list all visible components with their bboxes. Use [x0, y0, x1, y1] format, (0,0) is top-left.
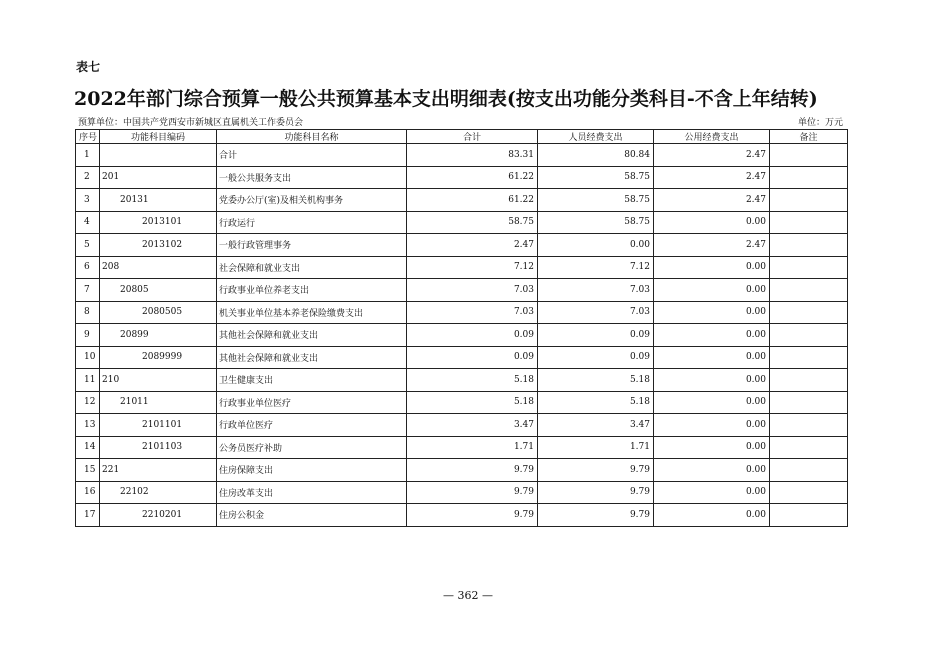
cell-public: 0.00	[654, 256, 770, 279]
cell-code: 208	[100, 256, 217, 279]
cell-personnel: 9.79	[538, 459, 654, 482]
cell-personnel: 5.18	[538, 391, 654, 414]
cell-personnel: 80.84	[538, 144, 654, 167]
cell-total: 61.22	[407, 166, 538, 189]
cell-total: 9.79	[407, 459, 538, 482]
cell-personnel: 7.03	[538, 301, 654, 324]
cell-total: 83.31	[407, 144, 538, 167]
cell-code	[100, 144, 217, 167]
cell-remarks	[770, 144, 848, 167]
cell-remarks	[770, 234, 848, 257]
cell-code: 2013101	[100, 211, 217, 234]
cell-seq: 3	[76, 189, 100, 212]
cell-seq: 10	[76, 346, 100, 369]
cell-public: 0.00	[654, 279, 770, 302]
cell-total: 7.03	[407, 279, 538, 302]
cell-total: 2.47	[407, 234, 538, 257]
cell-name: 住房公积金	[217, 504, 407, 527]
table-row	[76, 414, 848, 437]
cell-personnel: 0.00	[538, 234, 654, 257]
column-header-remarks: 备注	[770, 130, 848, 144]
cell-code: 2089999	[100, 346, 217, 369]
table-row	[76, 391, 848, 414]
cell-public: 0.00	[654, 211, 770, 234]
cell-remarks	[770, 391, 848, 414]
cell-remarks	[770, 346, 848, 369]
cell-public: 0.00	[654, 369, 770, 392]
cell-code: 22102	[100, 481, 217, 504]
cell-remarks	[770, 256, 848, 279]
column-header-total: 合计	[407, 130, 538, 144]
budget-unit-label: 预算单位：中国共产党西安市新城区直属机关工作委员会	[78, 118, 304, 128]
column-header-seq: 序号	[76, 130, 100, 144]
cell-name: 合计	[217, 144, 407, 167]
cell-personnel: 0.09	[538, 346, 654, 369]
cell-seq: 15	[76, 459, 100, 482]
cell-total: 7.12	[407, 256, 538, 279]
cell-seq: 1	[76, 144, 100, 167]
table-row	[76, 189, 848, 212]
cell-code: 2210201	[100, 504, 217, 527]
cell-public: 2.47	[654, 234, 770, 257]
currency-unit-label: 单位：万元	[798, 118, 844, 128]
page-number: — 362 —	[443, 589, 493, 602]
cell-code: 221	[100, 459, 217, 482]
cell-total: 0.09	[407, 324, 538, 347]
cell-seq: 11	[76, 369, 100, 392]
cell-name: 社会保障和就业支出	[217, 256, 407, 279]
column-header-personnel: 人员经费支出	[538, 130, 654, 144]
cell-personnel: 7.12	[538, 256, 654, 279]
cell-seq: 5	[76, 234, 100, 257]
cell-seq: 2	[76, 166, 100, 189]
cell-total: 58.75	[407, 211, 538, 234]
cell-name: 行政事业单位养老支出	[217, 279, 407, 302]
cell-name: 行政事业单位医疗	[217, 391, 407, 414]
cell-name: 其他社会保障和就业支出	[217, 324, 407, 347]
cell-total: 0.09	[407, 346, 538, 369]
cell-name: 党委办公厅(室)及相关机构事务	[217, 189, 407, 212]
cell-remarks	[770, 414, 848, 437]
cell-code: 2101103	[100, 436, 217, 459]
cell-public: 0.00	[654, 414, 770, 437]
cell-public: 0.00	[654, 391, 770, 414]
table-row	[76, 301, 848, 324]
cell-personnel: 3.47	[538, 414, 654, 437]
expenditure-table	[75, 129, 848, 527]
cell-name: 一般公共服务支出	[217, 166, 407, 189]
cell-total: 9.79	[407, 481, 538, 504]
cell-personnel: 9.79	[538, 481, 654, 504]
cell-remarks	[770, 166, 848, 189]
cell-public: 0.00	[654, 346, 770, 369]
cell-public: 0.00	[654, 459, 770, 482]
table-row	[76, 481, 848, 504]
cell-total: 1.71	[407, 436, 538, 459]
cell-code: 2080505	[100, 301, 217, 324]
table-row	[76, 256, 848, 279]
cell-public: 0.00	[654, 301, 770, 324]
cell-public: 2.47	[654, 166, 770, 189]
cell-personnel: 7.03	[538, 279, 654, 302]
cell-name: 一般行政管理事务	[217, 234, 407, 257]
cell-remarks	[770, 436, 848, 459]
table-row	[76, 211, 848, 234]
cell-name: 行政单位医疗	[217, 414, 407, 437]
cell-name: 住房保障支出	[217, 459, 407, 482]
table-row	[76, 459, 848, 482]
table-body	[76, 144, 848, 527]
cell-personnel: 58.75	[538, 166, 654, 189]
cell-seq: 14	[76, 436, 100, 459]
cell-seq: 8	[76, 301, 100, 324]
cell-public: 0.00	[654, 324, 770, 347]
cell-code: 2013102	[100, 234, 217, 257]
cell-name: 其他社会保障和就业支出	[217, 346, 407, 369]
cell-personnel: 9.79	[538, 504, 654, 527]
cell-seq: 7	[76, 279, 100, 302]
cell-remarks	[770, 211, 848, 234]
table-row	[76, 346, 848, 369]
cell-total: 7.03	[407, 301, 538, 324]
cell-name: 行政运行	[217, 211, 407, 234]
cell-seq: 9	[76, 324, 100, 347]
cell-code: 210	[100, 369, 217, 392]
cell-public: 0.00	[654, 436, 770, 459]
cell-total: 5.18	[407, 391, 538, 414]
cell-seq: 17	[76, 504, 100, 527]
cell-remarks	[770, 324, 848, 347]
column-header-name: 功能科目名称	[217, 130, 407, 144]
column-header-code: 功能科目编码	[100, 130, 217, 144]
cell-seq: 16	[76, 481, 100, 504]
table-row	[76, 234, 848, 257]
table-row	[76, 279, 848, 302]
cell-name: 住房改革支出	[217, 481, 407, 504]
cell-code: 201	[100, 166, 217, 189]
cell-public: 2.47	[654, 189, 770, 212]
cell-remarks	[770, 279, 848, 302]
cell-remarks	[770, 504, 848, 527]
cell-seq: 6	[76, 256, 100, 279]
page-title: 2022年部门综合预算一般公共预算基本支出明细表(按支出功能分类科目-不含上年结转)	[74, 88, 818, 110]
cell-code: 20131	[100, 189, 217, 212]
table-row	[76, 504, 848, 527]
cell-code: 20899	[100, 324, 217, 347]
cell-personnel: 58.75	[538, 211, 654, 234]
cell-code: 20805	[100, 279, 217, 302]
table-row	[76, 166, 848, 189]
table-row	[76, 436, 848, 459]
cell-public: 0.00	[654, 504, 770, 527]
cell-personnel: 5.18	[538, 369, 654, 392]
cell-code: 2101101	[100, 414, 217, 437]
cell-seq: 12	[76, 391, 100, 414]
cell-name: 公务员医疗补助	[217, 436, 407, 459]
cell-public: 0.00	[654, 481, 770, 504]
cell-remarks	[770, 459, 848, 482]
cell-total: 61.22	[407, 189, 538, 212]
cell-code: 21011	[100, 391, 217, 414]
cell-total: 3.47	[407, 414, 538, 437]
table-row	[76, 369, 848, 392]
column-header-public: 公用经费支出	[654, 130, 770, 144]
cell-seq: 13	[76, 414, 100, 437]
cell-name: 卫生健康支出	[217, 369, 407, 392]
table-row	[76, 324, 848, 347]
cell-seq: 4	[76, 211, 100, 234]
cell-total: 9.79	[407, 504, 538, 527]
cell-personnel: 1.71	[538, 436, 654, 459]
table-header-row	[76, 130, 848, 144]
cell-public: 2.47	[654, 144, 770, 167]
cell-name: 机关事业单位基本养老保险缴费支出	[217, 301, 407, 324]
cell-remarks	[770, 189, 848, 212]
cell-remarks	[770, 369, 848, 392]
cell-personnel: 0.09	[538, 324, 654, 347]
table-number: 表七	[76, 60, 101, 74]
cell-total: 5.18	[407, 369, 538, 392]
cell-personnel: 58.75	[538, 189, 654, 212]
cell-remarks	[770, 301, 848, 324]
cell-remarks	[770, 481, 848, 504]
table-row	[76, 144, 848, 167]
